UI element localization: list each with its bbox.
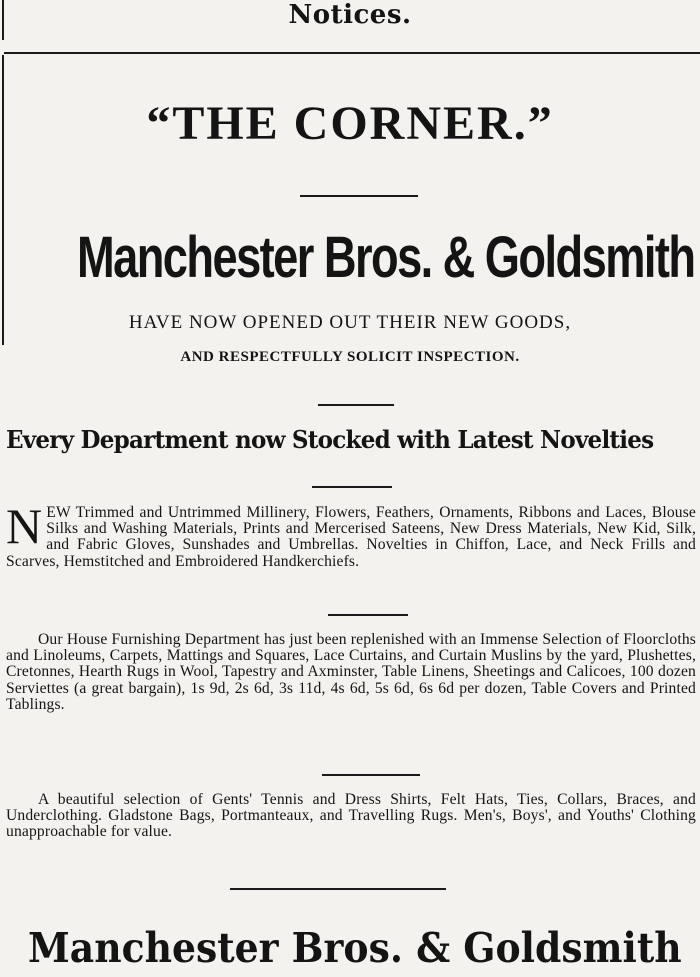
divider-rule — [312, 486, 392, 488]
brand-name: Manchester Bros. & Goldsmith — [77, 225, 695, 290]
divider-rule — [322, 774, 420, 776]
subheading-new-goods: HAVE NOW OPENED OUT THEIR NEW GOODS, — [128, 312, 572, 333]
drop-cap: N — [6, 498, 43, 554]
house-furnishing-paragraph: Our House Furnishing Department has just been replenished with an Immense Selection of Floorcloths and Linoleums, Carpets, Mattings and Squares, Lace Curtains, and Curtain Muslins by the yard, Plushettes, Cretonnes, Hearth Rugs in Wool, Tapestry and Axminster, Table Linens, Sheetings and Calicoes, 100 dozen Serviettes (a great bargain), 1s 9d, 2s 6d, 3s 11d, 4s 6d, 5s 6d, 6s 6d per dozen, Table Covers and Printed Tablings. — [6, 631, 696, 713]
divider-rule — [328, 614, 408, 616]
gents-clothing-paragraph: A beautiful selection of Gents' Tennis and Dress Shirts, Felt Hats, Ties, Collars, Braces, and Underclothing. Gladstone Bags, Portmanteaux, and Travelling Rugs. Men's, Boys', and Youths' Clothing unapproachable for value. — [6, 791, 696, 841]
department-heading: Every Department now Stocked with Latest Novelties — [6, 425, 654, 454]
top-rule-line — [4, 52, 700, 54]
subheading-solicit-inspection: AND RESPECTFULLY SOLICIT INSPECTION. — [180, 349, 520, 365]
millinery-paragraph — [6, 498, 696, 570]
section-title: Notices. — [288, 0, 412, 30]
millinery-text: EW Trimmed and Untrimmed Millinery, Flowers, Feathers, Ornaments, Ribbons and Laces, Blouse Silks and Washing Materials, Prints and Mercerised Sateens, New Dress Materials, New Kid, Silk, and Fabric Gloves, Sunshades and Umbrellas. Novelties in Chiffon, Lace, and Neck Frills and Scarves, Hemstitched and Embroidered Handkerchiefs. — [6, 504, 696, 570]
ad-headline: “THE CORNER.” — [146, 97, 554, 150]
divider-rule — [318, 404, 394, 406]
footer-brand-name: Manchester Bros. & Goldsmith — [28, 924, 682, 972]
divider-rule — [300, 195, 418, 197]
divider-rule — [230, 888, 446, 890]
